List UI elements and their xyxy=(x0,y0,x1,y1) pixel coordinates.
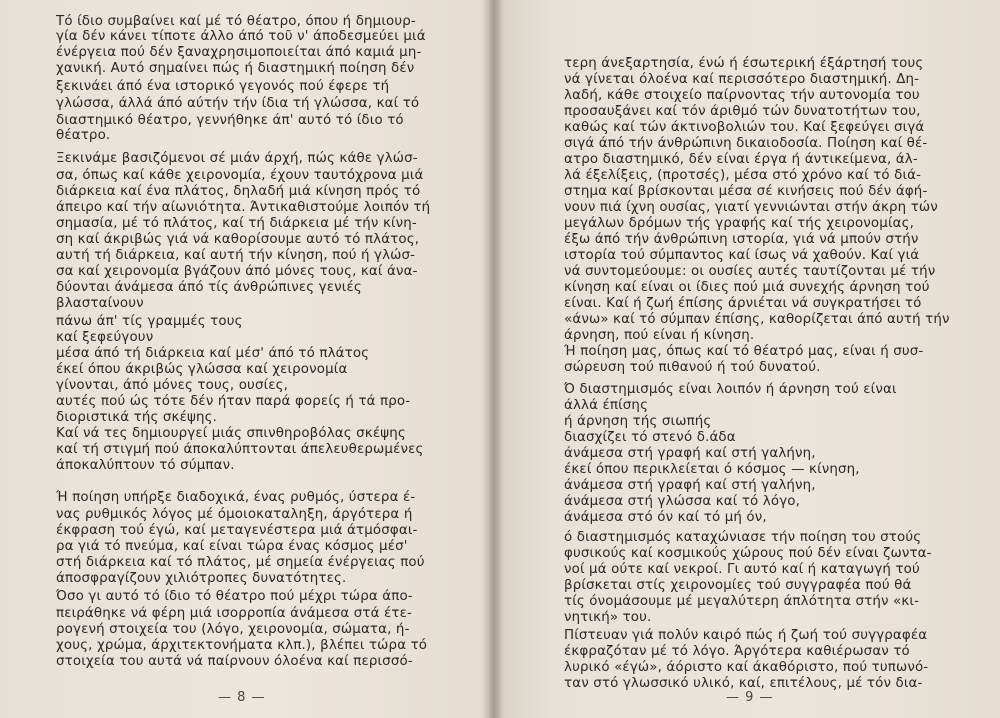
left-text-line: καί τή στιγμή πού άποκαλύπτονται άπελευθερωμένες xyxy=(56,442,424,457)
right-text-line: νά γίνεται όλοένα καί περισσότερο διαστημική. Δη- xyxy=(564,72,920,87)
left-text-line: γία δέν κάνει τίποτε άλλο άπό τοῦ ν' άποδεσμεύει μιά xyxy=(56,29,426,44)
right-text-line: λά έξελίξεις, (προτσές), μέσα στό χρόνο καί τό διά- xyxy=(564,168,922,183)
left-text-line: ρογενή στοιχεία του (λόγο, χειρονομία, σώματα, ή- xyxy=(56,622,410,637)
left-text-line: έκεί όπου άκριβώς γλώσσα καί χειρονομία xyxy=(56,362,348,377)
right-text-line: λυρικό «έγώ», άόριστο καί άκαθόριστο, πού τυπωνό- xyxy=(564,660,929,675)
left-text-line: βλασταίνουν xyxy=(56,296,144,311)
left-text-line: ξεκινάει άπό ένα ιστορικό γεγονός πού έφερε τή xyxy=(56,79,390,94)
left-text-line: έκφραση τού έγώ, καί μεταγενέστερα μιά άτμόσφαι- xyxy=(56,523,418,538)
left-text-line: χανική. Αυτό σημαίνει πώς ή διαστημική ποίηση δέν xyxy=(56,61,415,76)
left-text-line: πειράθηκε νά φέρη μιά ισορροπία άνάμεσα στά έτε- xyxy=(56,606,412,621)
left-text-line: Ξεκινάμε βασιζόμενοι σέ μιάν άρχή, πώς κάθε γλώσ- xyxy=(56,151,418,166)
left-text-line: καί ξεφεύγουν xyxy=(56,330,154,345)
left-text-line: γίνονται, άπό μόνες τους, ουσίες, xyxy=(56,378,289,393)
left-text-line: μέσα άπό τή διάρκεια καί μέσ' άπό τό πλάτος xyxy=(56,346,370,361)
left-text-line: αυτές πού ώς τότε δέν ήταν παρά φορείς ή τά προ- xyxy=(56,394,411,409)
right-text-line: φυσικούς καί κοσμικούς χώρους πού δέν είναι ζωντα- xyxy=(564,546,932,561)
right-text-line: έξω άπό τήν άνθρώπινη ιστορία, γιά νά μπούν στήν xyxy=(564,232,919,247)
right-text-line: «άνω» καί τό σύμπαν έπίσης, καθορίζεται άπό αυτή τήν xyxy=(564,312,950,327)
right-text-line: μεγάλων δρόμων τής γραφής καί τής χειρονομίας, xyxy=(564,216,915,231)
left-text-line: θέατρο. xyxy=(56,128,111,143)
left-text-line: γλώσσα, άλλά άπό αύτήν τήν ίδια τή γλώσσα, καί τό xyxy=(56,96,420,111)
right-text-line: καθώς καί τών άκτινοβολιών του. Καί ξεφεύγει σιγά xyxy=(564,120,925,135)
left-text-line: δύονται άνάμεσα άπό τίς άνθρώπινες γενιές xyxy=(56,280,362,295)
left-page-number: — 8 — xyxy=(218,690,266,705)
right-text-line: σώρευση τού πιθανού ή τού δυνατού. xyxy=(564,360,821,375)
left-text-line: διάρκεια καί ένα πλάτος, δηλαδή μιά κίνηση πρός τό xyxy=(56,184,421,199)
right-text-line: τερη άνεξαρτησία, ένώ ή έσωτερική έξάρτησή τους xyxy=(564,56,924,71)
left-text-line: σημασία, μέ τό πλάτος, καί τή διάρκεια μέ τήν κίνη- xyxy=(56,216,417,231)
left-text-line: ένέργεια πού δέν ξαναχρησιμοποιείται άπό καμιά μη- xyxy=(56,45,422,60)
right-text-line: ατρο διαστημικό, δέν είναι έργα ή άντικείμενα, άλ- xyxy=(564,152,918,167)
left-text-line: Ή ποίηση υπήρξε διαδοχικά, ένας ρυθμός, ύστερα έ- xyxy=(56,490,416,505)
right-text-line: νητική» του. xyxy=(564,610,652,625)
left-text-line: διοριστικά τής σκέψης. xyxy=(56,410,218,425)
left-text-line: διαστημικό θέατρο, γεννήθηκε άπ' αυτό τό ίδιο τό xyxy=(56,113,404,128)
book-gutter xyxy=(482,0,504,718)
right-text-line: ταν στό γλωσσικό υλικό, καί, επιτέλους, μέ τόν δια- xyxy=(564,676,923,691)
right-text-line: σιγά άπό τήν άνθρώπινη δικαιοδοσία. Ποίηση καί θέ- xyxy=(564,136,928,151)
right-text-line: Πίστευαν γιά πολύν καιρό πώς ή ζωή τού συγγραφέα xyxy=(564,628,928,643)
left-text-line: Τό ίδιο συμβαίνει καί μέ τό θέατρο, όπου ή δημιουρ- xyxy=(56,14,416,29)
right-text-line: λαδή, κάθε στοιχείο παίρνοντας τήν αυτονομία του xyxy=(564,88,920,103)
right-text-line: άρνηση, πού είναι ή κίνηση. xyxy=(564,328,755,343)
right-text-line: τίς όνομάσουμε μέ μεγαλύτερη άπλότητα στήν «κι- xyxy=(564,594,920,609)
right-page-number: — 9 — xyxy=(726,690,774,705)
right-text-line: νά συντομεύουμε: οι ουσίες αυτές ταυτίζονται μέ τήν xyxy=(564,264,936,279)
right-text-line: νοί μά ούτε καί νεκροί. Γι αυτό καί ή καταγωγή τού xyxy=(564,562,920,577)
right-text-line: άνάμεσα στή γραφή καί στή γαλήνη, xyxy=(564,446,816,461)
right-text-line: άνάμεσα στή γραφή καί στή γαλήνη, xyxy=(564,478,816,493)
right-text-line: ή άρνηση τής σιωπής xyxy=(564,414,712,429)
right-text-line: άλλά έπίσης xyxy=(564,398,649,413)
left-text-line: στοιχεία του αυτά νά παίρνουν όλοένα καί περισσό- xyxy=(56,654,413,669)
right-text-line: έκφραζόταν μέ τό λόγο. Άργότερα καθιέρωσαν τό xyxy=(564,644,910,659)
left-text-line: σα, όπως καί κάθε χειρονομία, έχουν ταυτόχρονα μιά xyxy=(56,168,424,183)
left-text-line: Όσο γι αυτό τό ίδιο τό θέατρο πού μέχρι τώρα άπο- xyxy=(56,589,413,604)
right-text-line: στημα καί βρίσκονται μέσα σέ κινήσεις πού δέν άφή- xyxy=(564,184,928,199)
left-text-line: ρα γιά τό πνεύμα, καί είναι τώρα ένας κόσμος μέσ' xyxy=(56,539,408,554)
left-text-line: σα καί χειρονομία βγάζουν άπό μόνες τους, καί άνα- xyxy=(56,264,418,279)
left-text-line: νας ρυθμικός λόγος μέ όμοιοκαταληξη, άργότερα ή xyxy=(56,507,413,522)
right-text-line: κίνηση καί είναι οι ίδιες πού μιά συνεχής άρνηση τού xyxy=(564,280,930,295)
left-text-line: χους, χρώμα, άρχιτεκτονήματα κλπ.), βλέπει τώρα τό xyxy=(56,638,428,653)
left-text-line: άποσφραγίζουν χιλιότροπες δυνατότητες. xyxy=(56,571,347,586)
right-page xyxy=(496,0,1000,718)
right-text-line: άνάμεσα στό όν καί τό μή όν, xyxy=(564,510,767,525)
right-text-line: βρίσκεται στίς χειρονομίες τού συγγραφέα πού θά xyxy=(564,578,912,593)
right-text-line: προσαυξάνει καί τόν άριθμό τών δυνατοτήτων του, xyxy=(564,104,921,119)
right-text-line: ιστορία τού σύμπαντος καί ίσως νά χαθούν. Καί γιά xyxy=(564,248,920,263)
right-text-line: Ό διαστημισμός είναι λοιπόν ή άρνηση τού είναι xyxy=(564,382,897,397)
right-text-line: άνάμεσα στή γλώσσα καί τό λόγο, xyxy=(564,494,801,509)
left-text-line: Καί νά τες δημιουργεί μιάς σπινθηροβόλας σκέψης xyxy=(56,426,406,441)
right-text-line: έκεί όπου περικλείεται ό κόσμος — κίνηση, xyxy=(564,462,860,477)
left-text-line: στή διάρκεια καί τό πλάτος, μέ σημεία ένέργειας πού xyxy=(56,555,425,570)
right-text-line: είναι. Καί ή ζωή έπίσης άρνιέται νά συγκρατήσει τό xyxy=(564,296,922,311)
left-text-line: αυτή τή διάρκεια, καί αυτή τήν κίνηση, πού ή γλώσ- xyxy=(56,248,416,263)
right-text-line: Ή ποίηση μας, όπως καί τό θέατρό μας, είναι ή συσ- xyxy=(564,344,924,359)
right-text-line: ό διαστημισμός καταχώνιασε τήν ποίηση του στούς xyxy=(564,530,922,545)
left-text-line: ση καί άκριβώς γιά νά καθορίσουμε αυτό τό πλάτος, xyxy=(56,232,420,247)
right-text-line: διασχίζει τό στενό δ.άδα xyxy=(564,430,736,445)
left-text-line: άπειρο καί τήν αίωνιότητα. Άντικαθιστούμε λοιπόν τή xyxy=(56,200,431,215)
right-text-line: νουν πιά ίχνη ουσίας, γιατί γεννιώνται στήν άκρη τών xyxy=(564,200,938,215)
left-text-line: άποκαλύπτουν τό σύμπαν. xyxy=(56,458,235,473)
left-page xyxy=(0,0,490,718)
left-text-line: πάνω άπ' τίς γραμμές τους xyxy=(56,314,243,329)
